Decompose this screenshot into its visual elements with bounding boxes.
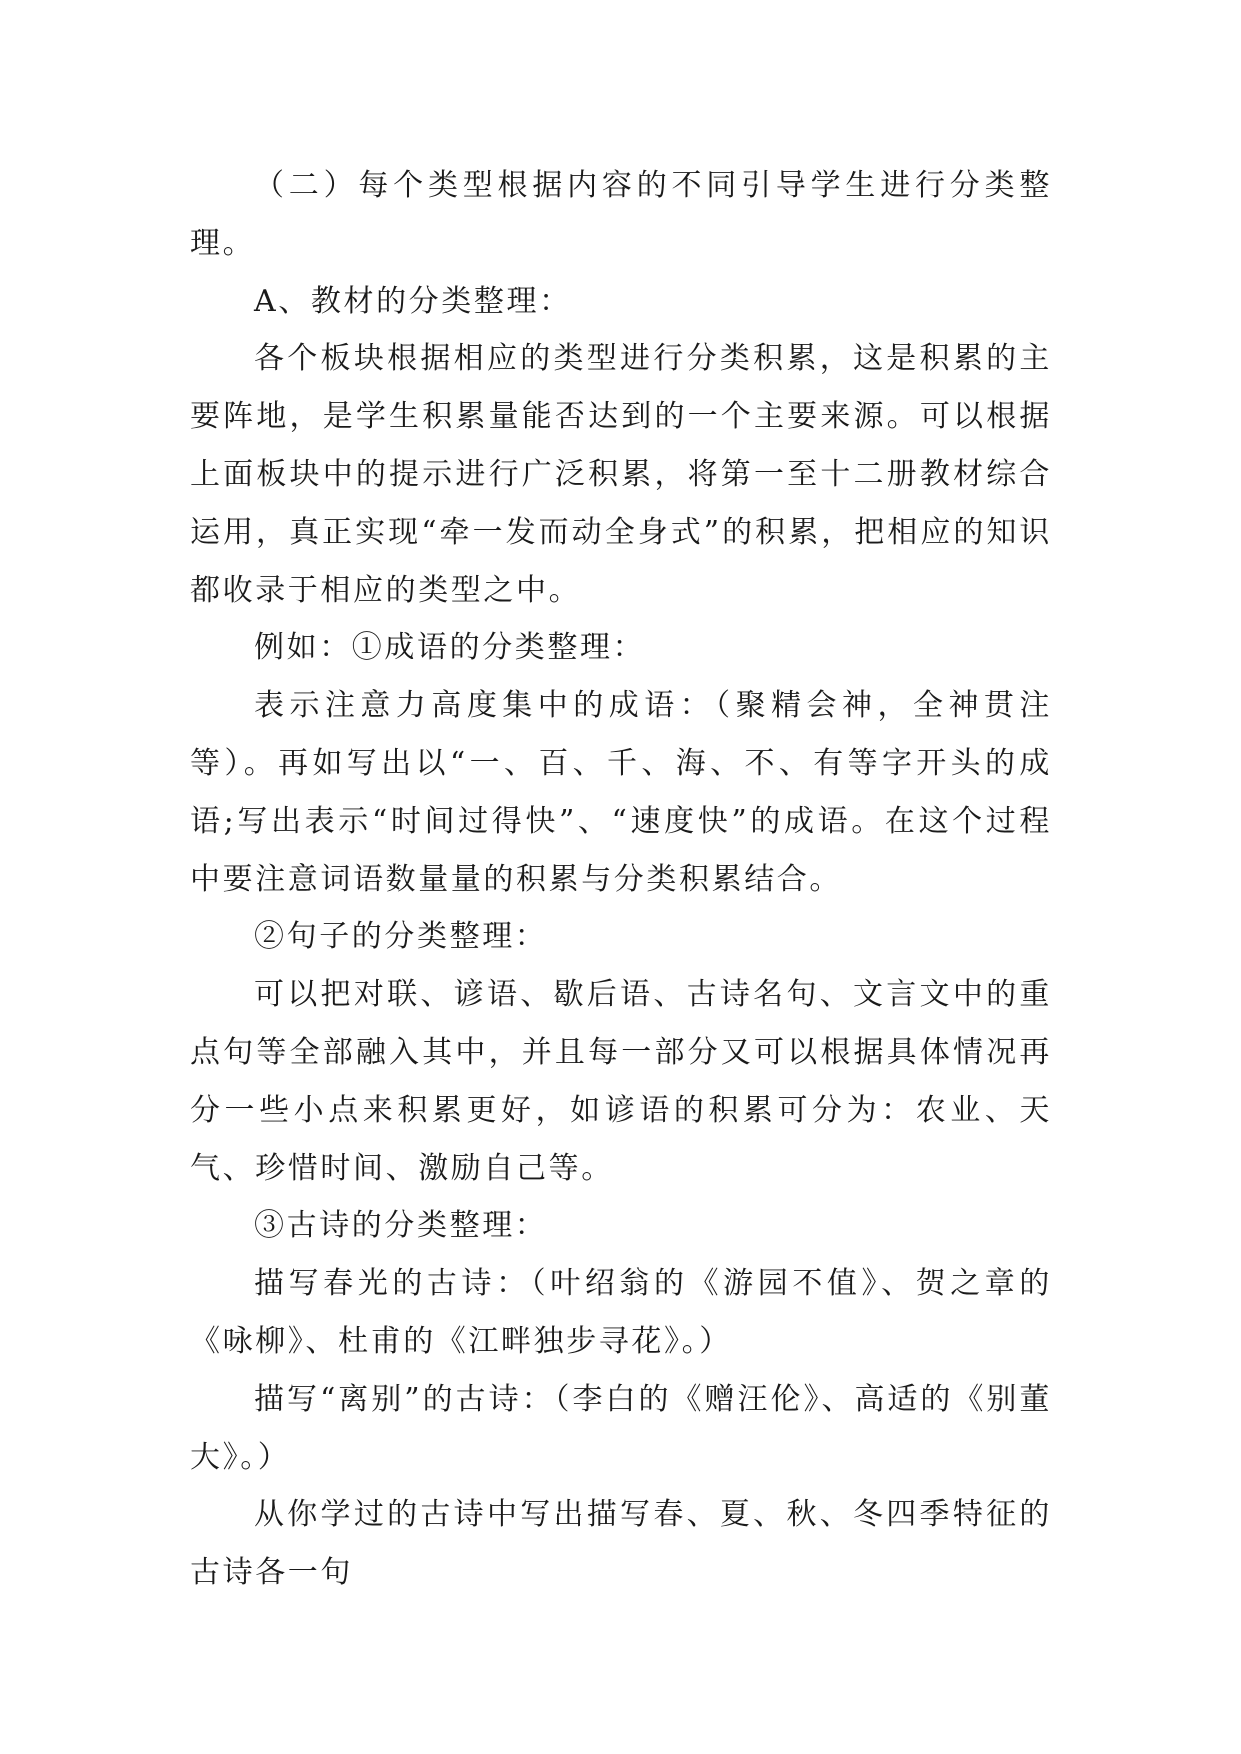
example-heading-sentences: ②句子的分类整理： [254, 919, 548, 955]
subsection-heading: A、教材的分类整理： [254, 283, 572, 319]
paragraph: 各个板块根据相应的类型进行分类积累，这是积累的主要阵地，是学生积累量能否达到的一个主要来源。可以根据上面板块中的提示进行广泛积累，将第一至十二册教材综合运用，真正实现“牵一发而动全身式”的积累，把相应的知识都收录于相应的类型之中。 [190, 341, 1052, 608]
document-body [190, 157, 1052, 1602]
section-heading: （二）每个类型根据内容的不同引导学生进行分类整理。 [190, 168, 1052, 261]
paragraph: 描写“离别”的古诗：（李白的《赠汪伦》、高适的《别董大》。） [190, 1381, 1052, 1475]
example-heading-idioms: 例如：①成语的分类整理： [254, 630, 646, 666]
paragraph: 可以把对联、谚语、歇后语、古诗名句、文言文中的重点句等全部融入其中，并且每一部分又可以根据具体情况再分一些小点来积累更好，如谚语的积累可分为：农业、天气、珍惜时间、激励自己等。 [190, 977, 1052, 1186]
paragraph: 表示注意力高度集中的成语：（聚精会神，全神贯注等）。再如写出以“一、百、千、海、不、有等字开头的成语;写出表示“时间过得快”、“速度快”的成语。在这个过程中要注意词语数量量的积累与分类积累结合。 [190, 688, 1052, 897]
paragraph: 从你学过的古诗中写出描写春、夏、秋、冬四季特征的古诗各一句 [190, 1497, 1052, 1591]
example-heading-poems: ③古诗的分类整理： [254, 1208, 548, 1244]
paragraph: 描写春光的古诗：（叶绍翁的《游园不值》、贺之章的《咏柳》、杜甫的《江畔独步寻花》。） [190, 1266, 1052, 1359]
